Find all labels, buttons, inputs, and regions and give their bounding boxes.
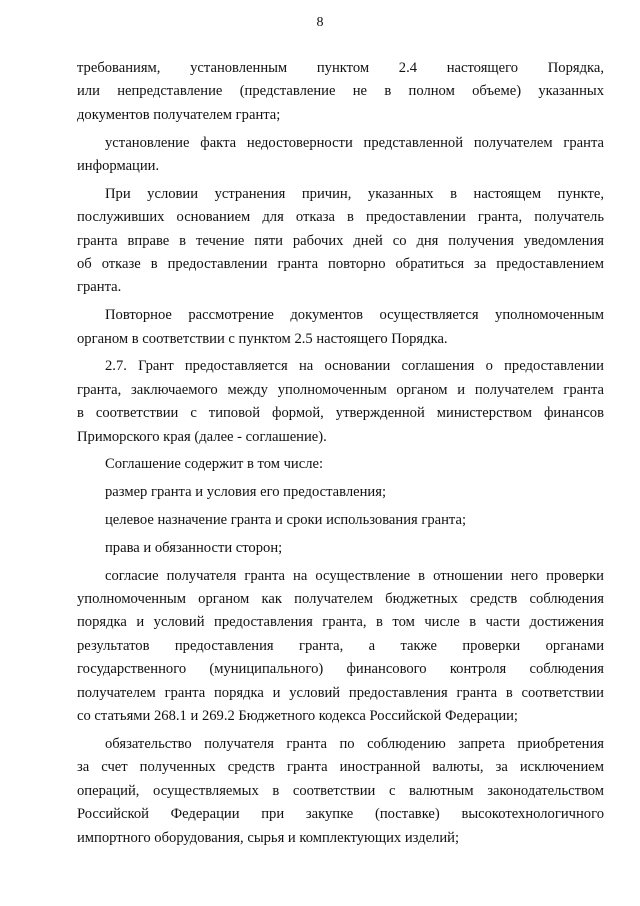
document-body: [77, 57, 604, 854]
text-line: права и обязанности сторон;: [105, 539, 283, 556]
text-line: Приморского края (далее - соглашение).: [77, 428, 327, 445]
text-line: государственного (муниципального) финансового контроля соблюдения: [77, 661, 604, 678]
text-line: послуживших основанием для отказа в предоставлении гранта, получатель: [77, 209, 604, 226]
text-line: информации.: [77, 158, 160, 175]
paragraph: [77, 509, 604, 532]
text-line: гранта, заключаемого между уполномоченным органом и получателем гранта: [77, 381, 604, 398]
text-line: гранта.: [77, 279, 122, 296]
text-line: за счет полученных средств гранта иностранной валюты, за исключением: [77, 759, 604, 776]
text-line: Российской Федерации при закупке (поставке) высокотехнологичного: [77, 806, 604, 823]
text-line: об отказе в предоставлении гранта повторно обратиться за предоставлением: [77, 256, 604, 273]
text-line: со статьями 268.1 и 269.2 Бюджетного кодекса Российской Федерации;: [77, 708, 518, 725]
paragraph: [77, 304, 604, 351]
text-line: порядка и условий предоставления гранта, в том числе в части достижения: [77, 614, 604, 631]
paragraph: [77, 57, 604, 127]
paragraph: [77, 481, 604, 504]
text-line: документов получателем гранта;: [77, 106, 281, 123]
text-line: гранта вправе в течение пяти рабочих дней со дня получения уведомления: [77, 232, 604, 249]
text-line: операций, осуществляемых в соответствии с валютным законодательством: [77, 782, 604, 799]
text-line: или непредставление (представление не в полном объеме) указанных: [77, 83, 604, 100]
text-line: согласие получателя гранта на осуществление в отношении него проверки: [105, 567, 604, 584]
text-line: Соглашение содержит в том числе:: [105, 456, 324, 473]
paragraph: [77, 453, 604, 476]
text-line: результатов предоставления гранта, а также проверки органами: [77, 637, 604, 654]
text-line: Повторное рассмотрение документов осуществляется уполномоченным: [105, 307, 604, 324]
text-line: 2.7. Грант предоставляется на основании соглашения о предоставлении: [105, 358, 604, 375]
text-line: требованиям, установленным пунктом 2.4 настоящего Порядка,: [77, 60, 604, 76]
text-line: размер гранта и условия его предоставления;: [105, 484, 386, 501]
paragraph: [77, 733, 604, 850]
paragraph: [77, 537, 604, 560]
text-line: обязательство получателя гранта по соблюдению запрета приобретения: [105, 735, 604, 752]
paragraph: [77, 183, 604, 300]
text-line: целевое назначение гранта и сроки использования гранта;: [105, 512, 467, 529]
text-line: в соответствии с типовой формой, утвержденной министерством финансов: [77, 405, 604, 422]
page-number: 8: [316, 15, 324, 30]
text-line: установление факта недостоверности представленной получателем гранта: [105, 134, 604, 151]
paragraph: [77, 355, 604, 449]
text-line: органом в соответствии с пунктом 2.5 настоящего Порядка.: [77, 330, 448, 347]
text-line: получателем гранта порядка и условий предоставления гранта в соответствии: [77, 684, 604, 701]
paragraph: [77, 132, 604, 179]
text-line: импортного оборудования, сырья и комплектующих изделий;: [77, 829, 460, 846]
paragraph: [77, 565, 604, 729]
text-line: При условии устранения причин, указанных в настоящем пункте,: [105, 185, 604, 202]
text-line: уполномоченным органом как получателем бюджетных средств соблюдения: [77, 591, 604, 608]
